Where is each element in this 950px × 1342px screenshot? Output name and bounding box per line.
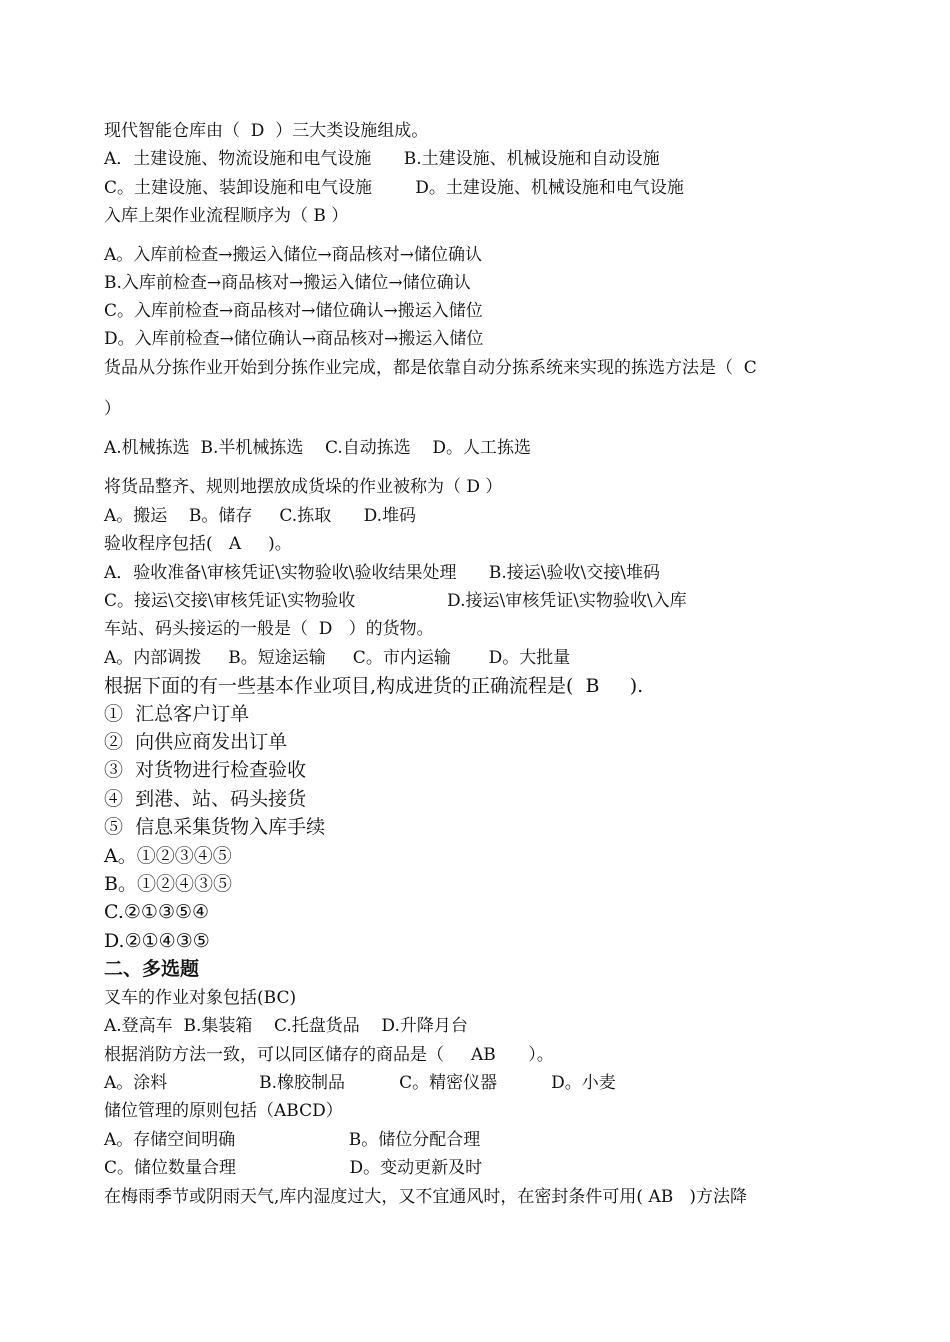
q1-options-cd: C。土建设施、装卸设施和电气设施 D。土建设施、机械设施和电气设施	[104, 178, 684, 198]
section-heading-multiple-choice: 二、多选题	[104, 958, 200, 980]
q7-stem: 根据下面的有一些基本作业项目,构成进货的正确流程是( B ).	[104, 675, 644, 697]
q4-stem: 将货品整齐、规则地摆放成货垛的作业被称为（ D ）	[104, 477, 503, 497]
m3-options-cd: C。储位数量合理 D。变动更新及时	[104, 1158, 483, 1178]
q5-options-cd: C。接运\交接\审核凭证\实物验收 D.接运\审核凭证\实物验收\入库	[104, 591, 687, 611]
q6-stem: 车站、码头接运的一般是（ D ）的货物。	[104, 619, 434, 639]
q7-step-5: ⑤ 信息采集货物入库手续	[104, 816, 326, 838]
q7-option-a: A。①②③④⑤	[104, 845, 232, 867]
q3-stem: 货品从分拣作业开始到分拣作业完成，都是依靠自动分拣系统来实现的拣选方法是（ C	[104, 358, 757, 378]
q2-stem: 入库上架作业流程顺序为（ B ）	[104, 206, 349, 226]
q5-stem: 验收程序包括( A )。	[104, 534, 292, 554]
m2-options: A。涂料 B.橡胶制品 C。精密仪器 D。小麦	[104, 1073, 616, 1093]
q7-step-4: ④ 到港、站、码头接货	[104, 788, 307, 810]
m1-options: A.登高车 B.集装箱 C.托盘货品 D.升降月台	[104, 1016, 468, 1036]
q7-step-3: ③ 对货物进行检查验收	[104, 759, 307, 781]
q3-stem-end: ）	[104, 399, 121, 419]
q4-options: A。搬运 B。储存 C.拣取 D.堆码	[104, 506, 417, 526]
q2-option-a: A。入库前检查→搬运入储位→商品核对→储位确认	[104, 245, 483, 265]
q1-options-ab: A．土建设施、物流设施和电气设施 B.土建设施、机械设施和自动设施	[104, 149, 660, 169]
q5-options-ab: A．验收准备\审核凭证\实物验收\验收结果处理 B.接运\验收\交接\堆码	[104, 563, 660, 583]
q2-option-c: C。入库前检查→商品核对→储位确认→搬运入储位	[104, 301, 483, 321]
q1-stem: 现代智能仓库由（ D ）三大类设施组成。	[104, 121, 429, 141]
q3-options: A.机械拣选 B.半机械拣选 C.自动拣选 D。人工拣选	[104, 438, 532, 458]
q7-option-b: B。①②④③⑤	[104, 873, 232, 895]
m4-stem: 在梅雨季节或阴雨天气,库内湿度过大，又不宜通风时，在密封条件可用( AB )方法降	[104, 1187, 748, 1207]
q7-step-2: ② 向供应商发出订单	[104, 731, 288, 753]
q7-step-1: ① 汇总客户订单	[104, 703, 250, 725]
q2-option-d: D。入库前检查→储位确认→商品核对→搬运入储位	[104, 329, 484, 349]
m3-stem: 储位管理的原则包括（ABCD）	[104, 1101, 343, 1121]
q7-option-d: D.②①④③⑤	[104, 930, 210, 952]
m3-options-ab: A。存储空间明确 B。储位分配合理	[104, 1130, 481, 1150]
m1-stem: 叉车的作业对象包括(BC)	[104, 988, 297, 1008]
q2-option-b: B.入库前检查→商品核对→搬运入储位→储位确认	[104, 273, 471, 293]
q6-options: A。内部调拨 B。短途运输 C。市内运输 D。大批量	[104, 648, 571, 668]
m2-stem: 根据消防方法一致，可以同区储存的商品是（ AB ）。	[104, 1045, 554, 1065]
q7-option-c: C.②①③⑤④	[104, 901, 210, 923]
